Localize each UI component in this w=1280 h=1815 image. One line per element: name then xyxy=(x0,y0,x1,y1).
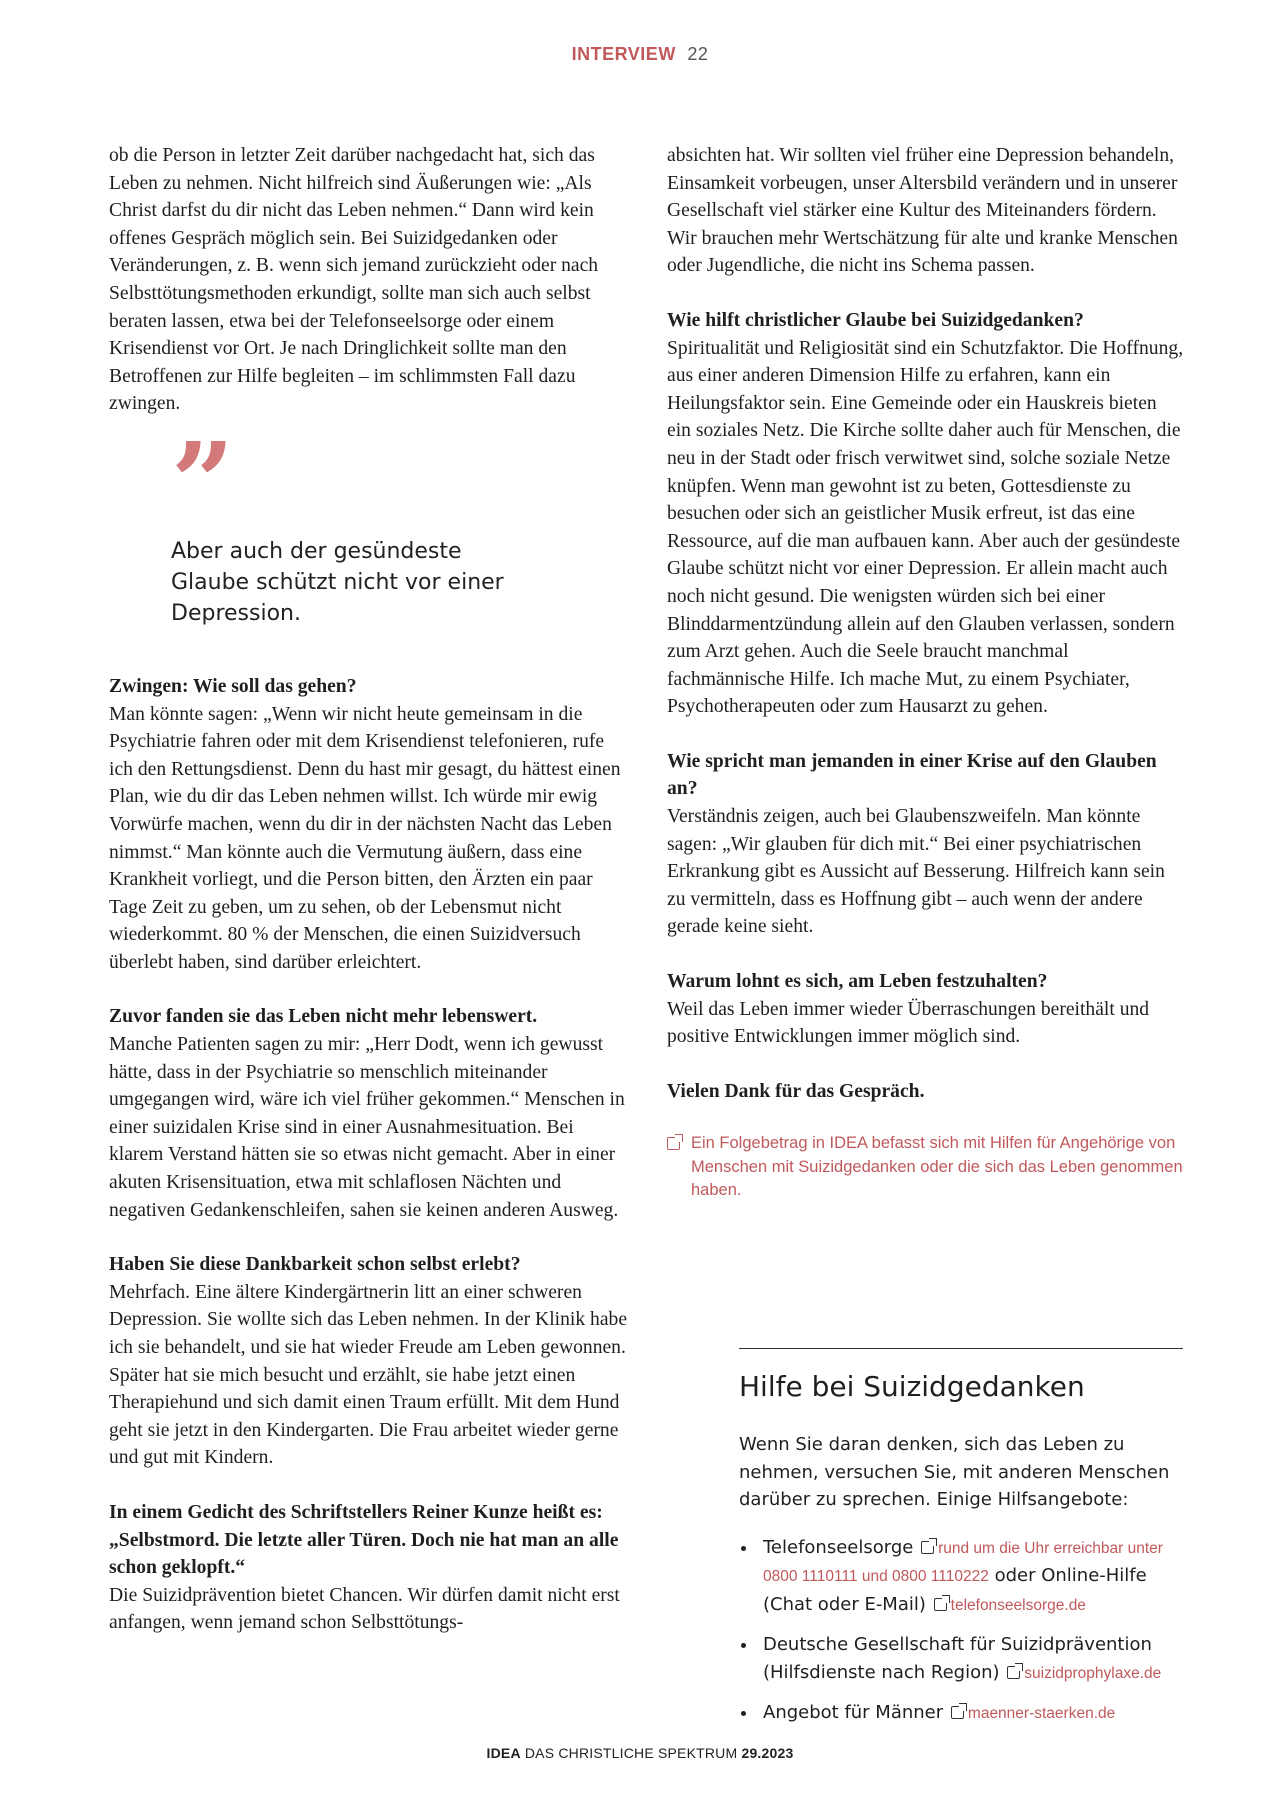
closing-heading: Vielen Dank für das Gespräch. xyxy=(667,1080,925,1102)
external-link-icon xyxy=(934,1598,947,1611)
help-item-text: Telefonseelsorge xyxy=(763,1536,914,1558)
answer-text: Spiritualität und Religiosität sind ein Schutzfaktor. Die Hoffnung, aus einer anderen Dimension Hilfe zu erfahren, kann ein Heilungsfaktor sein. Eine Gemeinde oder ein Hauskreis bieten ein soziales Netz. Die Kirche sollte daher auch für Menschen, die neu in der Stadt oder frisch verwitwet sind, solche soziale Netze knüpfen. Wenn man gewohnt ist zu beten, Gottesdienste zu besuchen oder sich an geistlicher Musik erfreut, ist das eine Ressource, auf die man aufbauen kann. Aber auch der gesündeste Glaube schützt nicht vor einer Depression. Er allein macht auch noch nicht gesund. Die wenigsten würden sich bei einer Blinddarmentzündung allein auf den Glauben verlassen, sondern zum Arzt gehen. Auch die Seele braucht manchmal fachmännische Hilfe. Ich mache Mut, zu einem Psychiater, Psychotherapeuten oder zum Hausarzt zu gehen. xyxy=(667,337,1184,718)
suizidprophylaxe-link[interactable]: suizidprophylaxe.de xyxy=(1024,1664,1162,1682)
answer-text: Man könnte sagen: „Wenn wir nicht heute gemeinsam in die Psychiatrie fahren oder mit dem Krisendienst telefonieren, rufe ich den Rettungsdienst. Denn du hast mir gesagt, du hättest einen Plan, wie du dir das Leben nehmen willst. Ich würde mir ewig Vorwürfe machen, wenn du dir in der nächsten Nacht das Leben nimmst.“ Man könnte auch die Vermutung äußern, dass eine Krankheit vorliegt, und die Person bitten, den Ärzten ein paar Tage Zeit zu geben, um zu sehen, ob der Lebensmut nicht wiederkommt. 80 % der Menschen, die einen Suizidversuch überlebt haben, sind darüber erleichtert. xyxy=(109,703,621,973)
answer-text: Mehrfach. Eine ältere Kindergärtnerin litt an einer schweren Depression. Sie wollte sich das Leben nehmen. In der Klinik habe ich sie behandelt, und sie hat wieder Freude am Leben gewonnen. Später hat sie mich besucht und erzählt, sie habe jetzt einen Therapiehund und sich damit einen Traum erfüllt. Mit dem Hund geht sie jetzt in den Kindergarten. Die Frau arbeitet wieder gerne und gut mit Kindern. xyxy=(109,1281,628,1469)
maenner-staerken-link[interactable]: maenner-staerken.de xyxy=(967,1705,1116,1722)
list-item xyxy=(739,1631,1183,1687)
answer-text: Verständnis zeigen, auch bei Glaubenszweifeln. Man könnte sagen: „Wir glauben für dich mit.“ Bei einer psychiatrischen Erkrankung gibt es Aussicht auf Besserung. Hilfreich kann sein zu vermitteln, dass es Hoffnung gibt – auch wenn der andere gerade keine sieht. xyxy=(667,806,1165,938)
left-column xyxy=(109,142,627,1664)
help-item-text: oder Online-Hilfe (Chat oder E-Mail) xyxy=(763,1565,1147,1615)
followup-link-text[interactable]: Ein Folgebetrag in IDEA befasst sich mit Hilfen für Angehörige von Menschen mit Suizidgedanken oder die sich das Leben genommen haben. xyxy=(691,1134,1183,1200)
external-link-icon xyxy=(921,1541,934,1554)
question-heading: Wie spricht man jemanden in einer Krise auf den Glauben an? xyxy=(667,750,1157,800)
paragraph: absichten hat. Wir sollten viel früher eine Depression behandeln, Einsamkeit vorbeugen, unser Altersbild verändern und in unserer Gesellschaft viel stärker eine Kultur des Miteinanders fördern. Wir brauchen mehr Wertschätzung für alte und kranke Menschen oder Jugendliche, die nicht ins Schema passen. xyxy=(667,145,1178,277)
question-heading: In einem Gedicht des Schriftstellers Reiner Kunze heißt es: „Selbstmord. Die letzte aller Türen. Doch nie hat man an alle schon geklopft.“ xyxy=(109,1501,619,1579)
footer-issue: 29.2023 xyxy=(741,1745,794,1761)
quotation-mark-icon: ” xyxy=(171,417,229,547)
qa-block xyxy=(109,1499,627,1637)
section-label: INTERVIEW xyxy=(571,44,676,64)
qa-block xyxy=(667,748,1185,941)
question-heading: Haben Sie diese Dankbarkeit schon selbst erlebt? xyxy=(109,1254,521,1276)
footer-brand: IDEA xyxy=(486,1745,521,1761)
footer-publication: DAS CHRISTLICHE SPEKTRUM xyxy=(524,1745,738,1761)
qa-block xyxy=(667,968,1185,1051)
qa-block xyxy=(667,307,1185,721)
help-box-title: Hilfe bei Suizidgedanken xyxy=(739,1370,1085,1403)
closing-line xyxy=(667,1078,1185,1106)
telefonseelsorge-phone-link[interactable]: rund um die Uhr erreichbar unter 0800 1110111 und 0800 1110222 xyxy=(763,1539,1163,1585)
pull-quote-text: Aber auch der gesündeste Glaube schützt nicht vor einer Depression. xyxy=(171,538,504,626)
pull-quote xyxy=(171,417,511,629)
right-column xyxy=(667,142,1185,1203)
external-link-icon xyxy=(667,1137,680,1150)
telefonseelsorge-web-link[interactable]: telefonseelsorge.de xyxy=(950,1596,1086,1614)
question-heading: Zwingen: Wie soll das gehen? xyxy=(109,675,357,697)
answer-text: Weil das Leben immer wieder Überraschungen bereithält und positive Entwicklungen immer möglich sind. xyxy=(667,998,1150,1048)
help-box-intro: Wenn Sie daran denken, sich das Leben zu nehmen, versuchen Sie, mit anderen Menschen darüber zu sprechen. Einige Hilfsangebote: xyxy=(739,1434,1170,1510)
list-item xyxy=(739,1534,1183,1620)
answer-text: Manche Patienten sagen zu mir: „Herr Dodt, wenn ich gewusst hätte, dass in der Psychiatrie so menschlich miteinander umgegangen wird, wäre ich viel früher gekommen.“ Menschen in einer suizidalen Krise sind in einer Ausnahmesituation. Bei klarem Verstand hätten sie so etwas nicht gemacht. Aber in einer akuten Krisensituation, etwa mit schlaflosen Nächten und negativen Gedankenschleifen, sahen sie keinen anderen Ausweg. xyxy=(109,1034,625,1221)
help-item-text: Angebot für Männer xyxy=(763,1702,944,1723)
external-link-icon xyxy=(951,1706,964,1719)
help-item-text: Deutsche Gesellschaft für Suizidprävention (Hilfsdienste nach Region) xyxy=(763,1634,1152,1683)
answer-text: Die Suizidprävention bietet Chancen. Wir dürfen damit nicht erst anfangen, wenn jemand schon Selbsttötungs- xyxy=(109,1584,620,1634)
external-link-icon xyxy=(1007,1666,1020,1679)
qa-block xyxy=(109,1003,627,1224)
followup-link[interactable] xyxy=(667,1132,1185,1203)
page-header xyxy=(0,44,1280,65)
qa-block xyxy=(109,673,627,977)
list-item xyxy=(739,1699,1183,1728)
qa-block xyxy=(109,1251,627,1472)
help-box xyxy=(739,1348,1183,1740)
help-list xyxy=(739,1534,1183,1728)
question-heading: Zuvor fanden sie das Leben nicht mehr lebenswert. xyxy=(109,1006,538,1028)
page-footer xyxy=(0,1745,1280,1761)
question-heading: Warum lohnt es sich, am Leben festzuhalten? xyxy=(667,971,1048,993)
page-number: 22 xyxy=(687,44,709,64)
paragraph: ob die Person in letzter Zeit darüber nachgedacht hat, sich das Leben zu nehmen. Nicht hilfreich sind Äußerungen wie: „Als Christ darfst du dir nicht das Leben nehmen.“ Dann wird kein offenes Gespräch möglich sein. Bei Suizidgedanken oder Veränderungen, z. B. wenn sich jemand zurückzieht oder nach Selbsttötungsmethoden erkundigt, sollte man sich auch selbst beraten lassen, etwa bei der Telefonseelsorge oder einem Krisendienst vor Ort. Je nach Dringlichkeit sollte man den Betroffenen zur Hilfe begleiten – im schlimmsten Fall dazu zwingen. xyxy=(109,145,599,415)
question-heading: Wie hilft christlicher Glaube bei Suizidgedanken? xyxy=(667,309,1084,331)
